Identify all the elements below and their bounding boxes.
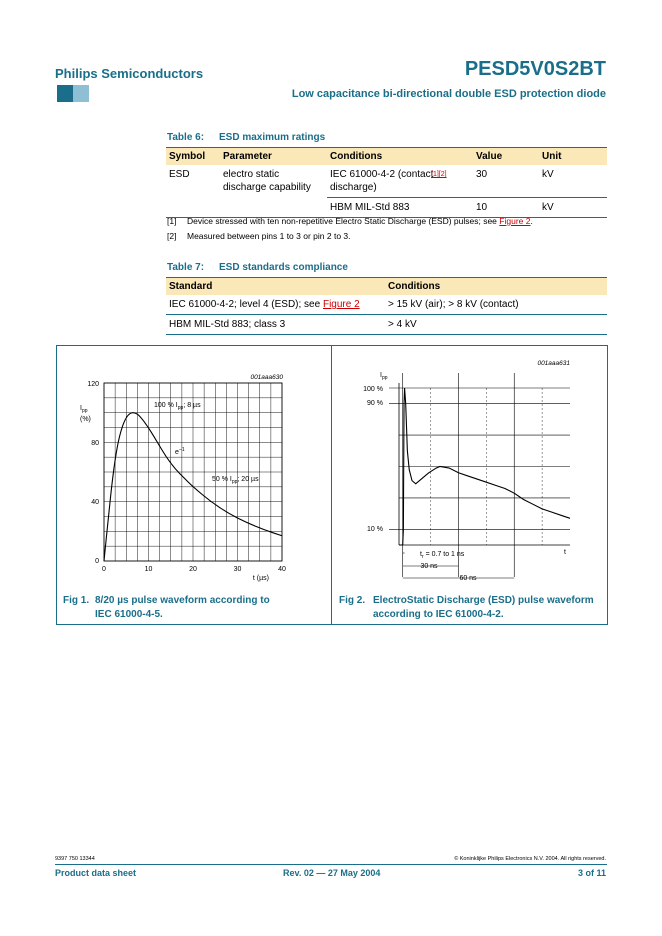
note-text: Device stressed with ten non-repetitive Electro Static Discharge (ESD) pulses; see <box>187 216 497 226</box>
ann-tr-b: = 0.7 to 1 ns <box>423 551 465 558</box>
table7-standard <box>166 295 385 315</box>
fig2-annotation-tr <box>420 551 465 560</box>
note-text: Measured between pins 1 to 3 or pin 2 to 3. <box>187 231 351 241</box>
table7-title: ESD standards compliance <box>219 262 348 273</box>
table6 <box>166 147 607 218</box>
fig1-xlabel: t (µs) <box>252 575 269 582</box>
table7-header-row <box>166 278 607 296</box>
table7 <box>166 277 607 335</box>
table6-param-line2: discharge capability <box>223 182 311 193</box>
fig1-ytick: 80 <box>91 440 99 447</box>
table7-caption <box>167 262 348 273</box>
ann-half-a: 50 % I <box>212 476 232 483</box>
ann-tr-sub: r <box>421 554 424 560</box>
table7-header-cell: Conditions <box>385 278 607 296</box>
table6-header-cell: Value <box>473 148 539 166</box>
table6-value: 30 <box>473 165 539 198</box>
fig1-annotation-e <box>175 447 185 456</box>
note-end: . <box>530 216 533 226</box>
copyright: © Koninklijke Philips Electronics N.V. 2004. All rights reserved. <box>454 856 606 862</box>
table6-caption <box>167 132 325 143</box>
table7-standard: HBM MIL-Std 883; class 3 <box>166 315 385 335</box>
fig1-caption <box>63 594 270 622</box>
fig2-code: 001aaa631 <box>537 360 570 367</box>
fig1-caption-number: Fig 1. <box>63 595 90 606</box>
ann-e-sup: −1 <box>178 447 185 453</box>
table6-header-cell: Symbol <box>166 148 220 166</box>
table7-standard-text: IEC 61000-4-2; level 4 (ESD); see <box>169 299 321 310</box>
fig2-ylabel-main: I <box>380 372 382 379</box>
ann-e: e <box>175 449 179 456</box>
ann-tr: t <box>420 551 422 558</box>
table-note-1 <box>167 216 533 226</box>
ann-peak-b: ; 8 µs <box>183 402 201 409</box>
footer-doc-type: Product data sheet <box>55 868 137 878</box>
table6-value: 10 <box>473 198 539 218</box>
fig1-ylabel-main: I <box>80 405 82 412</box>
fig2-ytick-90: 90 % <box>367 400 383 407</box>
product-title: PESD5V0S2BT <box>464 58 606 80</box>
fig2-ylabel <box>380 372 388 381</box>
fig2-caption-line1: ElectroStatic Discharge (ESD) pulse waveform <box>373 595 594 606</box>
fig2-annotation-30ns: 30 ns <box>420 563 438 570</box>
fig1-xtick: 20 <box>189 566 197 573</box>
company-name: Philips Semiconductors <box>55 66 204 81</box>
fig1-code: 001aaa630 <box>250 374 283 381</box>
fig2-grid <box>389 373 570 578</box>
fig2-ytick-10: 10 % <box>367 526 383 533</box>
table6-symbol: ESD <box>166 165 220 218</box>
table6-header-row <box>166 148 607 166</box>
fig1-xtick: 30 <box>233 566 242 573</box>
fig2-annotation-60ns: 60 ns <box>459 575 477 582</box>
table6-cond-line1: IEC 61000-4-2 (contact <box>330 169 434 180</box>
brand-bar-dark <box>57 85 73 102</box>
table6-title: ESD maximum ratings <box>219 132 326 143</box>
figure-2-link[interactable]: Figure 2 <box>499 216 531 226</box>
table7-conditions: > 4 kV <box>385 315 607 335</box>
brand-bar-light <box>73 85 89 102</box>
table6-unit: kV <box>539 165 607 198</box>
ann-half-b: ; 20 µs <box>237 476 259 483</box>
table6-parameter <box>220 165 327 218</box>
fig1-xtick: 10 <box>144 566 153 573</box>
fig1-ylabel-sub: pp <box>81 408 88 414</box>
table-row <box>166 165 607 198</box>
table6-conditions: HBM MIL-Std 883 <box>327 198 473 218</box>
ann-half-sub: pp <box>231 479 238 485</box>
table-note-2 <box>167 231 351 241</box>
fig1-annotation-peak <box>154 402 201 411</box>
fig2-ytick-100: 100 % <box>363 386 383 393</box>
fig1-grid <box>104 383 282 561</box>
table6-cond-line2: discharge) <box>330 182 377 193</box>
footer-rule <box>55 864 607 865</box>
fig1-chart <box>57 346 331 586</box>
fig1-ytick: 0 <box>95 558 99 565</box>
fig1-ylabel <box>80 405 88 414</box>
footer-page-number: 3 of 11 <box>577 868 606 878</box>
fig1-caption-line1: 8/20 µs pulse waveform according to <box>95 595 270 606</box>
table7-header-cell: Standard <box>166 278 385 296</box>
table-row <box>166 315 607 335</box>
table-row <box>166 295 607 315</box>
fig1-ytick: 120 <box>87 381 99 388</box>
ann-peak-sub: pp <box>177 405 184 411</box>
fig1-caption-line2: IEC 61000-4-5. <box>95 609 163 620</box>
table6-header-cell: Unit <box>539 148 607 166</box>
fig1-annotation-half <box>212 476 259 485</box>
fig2-xlabel-t: t <box>564 549 566 556</box>
fig1-xtick: 0 <box>102 566 106 573</box>
table7-conditions: > 15 kV (air); > 8 kV (contact) <box>385 295 607 315</box>
fig2-chart <box>332 346 606 586</box>
table6-header-cell: Parameter <box>220 148 327 166</box>
fig1-ylabel-unit: (%) <box>80 416 91 423</box>
table6-header-cell: Conditions <box>327 148 473 166</box>
fig2-caption-number: Fig 2. <box>339 595 366 606</box>
figure-2-link[interactable]: Figure 2 <box>322 299 360 310</box>
table7-number: Table 7: <box>167 262 205 273</box>
footer-revision: Rev. 02 — 27 May 2004 <box>283 868 381 878</box>
fig2-ylabel-sub: pp <box>381 375 388 381</box>
ann-peak-a: 100 % I <box>154 402 178 409</box>
fig2-caption <box>339 594 594 622</box>
table6-number: Table 6: <box>167 132 205 143</box>
fig2-caption-line2: according to IEC 61000-4-2. <box>373 609 504 620</box>
product-subtitle: Low capacitance bi-directional double ESD protection diode <box>291 88 606 100</box>
table6-note-refs[interactable]: [1][2] <box>431 171 447 178</box>
fig1-ytick: 40 <box>91 499 99 506</box>
note-number: [1] <box>167 216 177 226</box>
fig1-xtick: 40 <box>278 566 286 573</box>
table6-unit: kV <box>539 198 607 218</box>
doc-number: 9397 750 13344 <box>55 856 95 862</box>
note-number: [2] <box>167 231 177 241</box>
table6-param-line1: electro static <box>223 169 280 180</box>
table6-conditions <box>327 165 473 198</box>
